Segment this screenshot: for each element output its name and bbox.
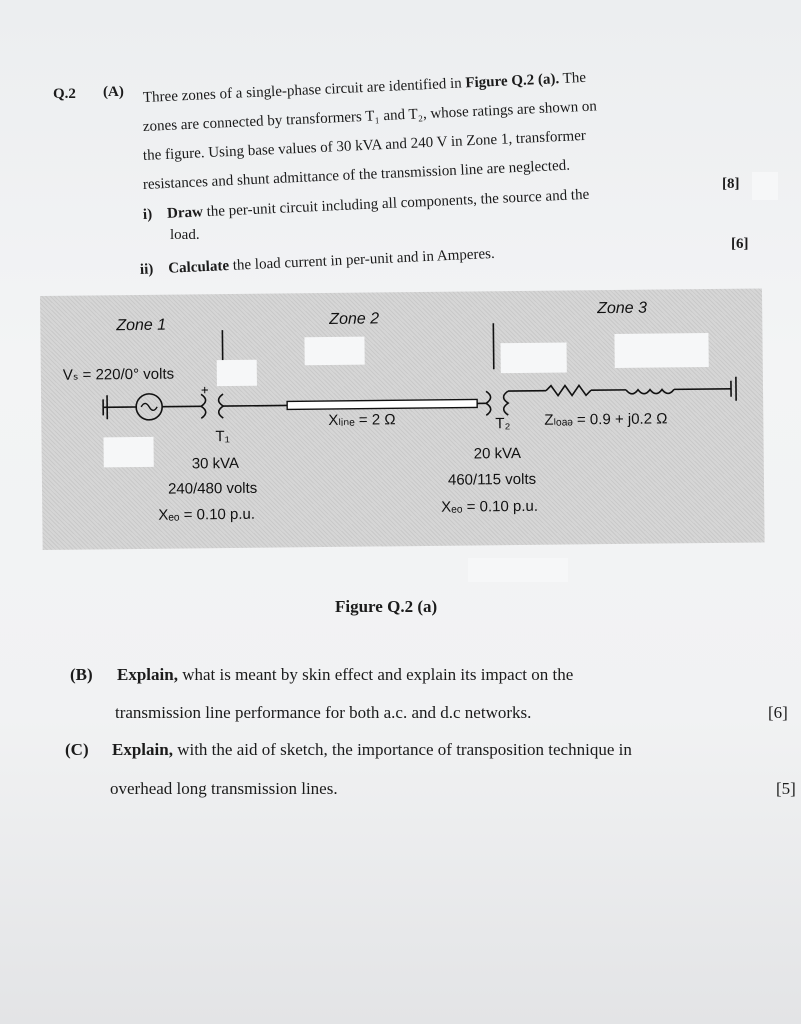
line1-end: The — [562, 69, 587, 87]
part-c-line-1 — [112, 740, 632, 760]
highlight-patch — [468, 558, 568, 582]
figure-caption: Figure Q.2 (a) — [335, 597, 438, 616]
item-i-verb: Draw — [166, 204, 204, 222]
part-b-marks: [6] — [768, 703, 788, 722]
highlight-patch — [614, 333, 708, 368]
question-line-2: zones are connected by transformers T₁ and T₂, whose ratings are shown on — [142, 98, 598, 135]
part-b-verb: Explain, — [117, 665, 178, 684]
item-i-text-cont: load. — [170, 227, 200, 243]
t1-secondary — [219, 394, 224, 418]
part-b-line-2: transmission line performance for both a.c. and d.c networks. — [115, 703, 532, 722]
source-voltage-label: Vₛ = 220/0° volts — [62, 365, 175, 384]
item-ii-verb: Calculate — [167, 257, 230, 277]
part-c-text-1: with the aid of sketch, the importance of transposition technique in — [177, 740, 632, 759]
figure-reference: Figure Q.2 (a). — [465, 71, 560, 92]
part-b-line-1 — [117, 665, 573, 685]
t1-volts: 240/480 volts — [167, 479, 258, 498]
t1-primary — [201, 394, 206, 418]
part-b-text-1: what is meant by skin effect and explain its impact on the — [182, 665, 574, 684]
question-line-3: the figure. Using base values of 30 kVA and 240 V in Zone 1, transformer — [142, 127, 587, 164]
highlight-patch — [103, 437, 153, 468]
load-resistor — [546, 385, 591, 395]
part-a-label: (A) — [103, 84, 124, 100]
highlight-patch — [752, 172, 778, 200]
item-i-label: i) — [142, 206, 153, 223]
item-i-text: the per-unit circuit including all components, the source and the — [206, 186, 590, 221]
circuit-figure — [40, 288, 765, 550]
t1-label: T₁ — [215, 428, 230, 446]
t2-secondary — [504, 391, 509, 415]
transmission-line — [287, 399, 477, 409]
question-number: Q.2 — [53, 86, 76, 102]
t2-label: T₂ — [495, 415, 511, 433]
line1-text: Three zones of a single-phase circuit are identified in — [142, 75, 463, 106]
t1-xeq: Xₑₒ = 0.10 p.u. — [158, 505, 256, 524]
item-i-marks: [8] — [722, 176, 740, 192]
part-c-label: (C) — [65, 740, 89, 759]
zone-3-label: Zone 3 — [597, 299, 648, 318]
svg-text:+: + — [200, 382, 209, 398]
part-c-verb: Explain, — [112, 740, 173, 759]
line-reactance-label: Xₗᵢₙₑ = 2 Ω — [328, 411, 396, 429]
t2-xeq: Xₑₒ = 0.10 p.u. — [441, 497, 539, 516]
question-line-4: resistances and shunt admittance of the transmission line are neglected. — [142, 157, 571, 193]
item-ii-label: ii) — [139, 261, 154, 278]
zone-2-label: Zone 2 — [329, 310, 380, 328]
part-b-label: (B) — [70, 665, 93, 684]
item-ii-text: the load current in per-unit and in Amperes. — [232, 245, 496, 274]
t2-rating: 20 kVA — [473, 444, 522, 463]
item-ii — [140, 246, 495, 279]
highlight-patch — [217, 360, 257, 386]
part-c-marks: [5] — [776, 779, 796, 798]
zone-1-label: Zone 1 — [116, 316, 167, 335]
highlight-patch — [304, 337, 364, 366]
item-ii-marks: [6] — [731, 236, 749, 252]
load-inductor — [626, 389, 674, 394]
load-impedance-label: Zₗₒₐₔ = 0.9 + j0.2 Ω — [544, 410, 668, 429]
t2-volts: 460/115 volts — [447, 470, 537, 489]
t2-primary — [486, 391, 491, 415]
t1-rating: 30 kVA — [191, 454, 240, 473]
part-c-line-2: overhead long transmission lines. — [110, 779, 338, 798]
item-i — [143, 187, 590, 224]
highlight-patch — [501, 342, 567, 373]
